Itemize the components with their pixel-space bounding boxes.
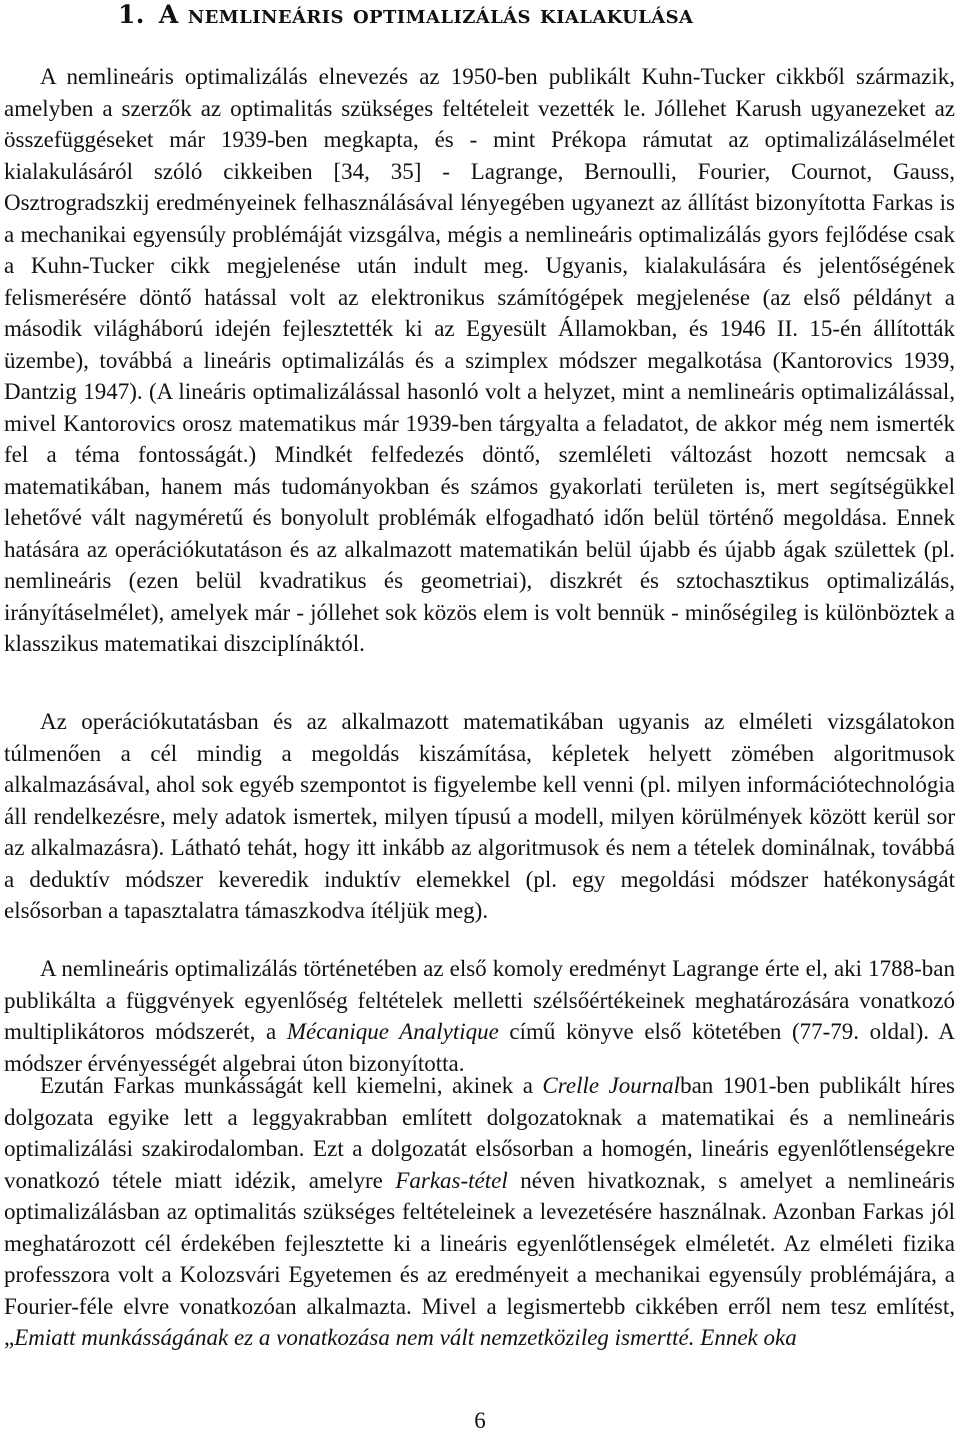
paragraph-text: ban 1901-ben publikált híres dolgozata egyike lett a leggyakrabban említett dolgozatoknak a matematikai és a nemlineáris optimalizálási szakirodalomban. Ezt a dolgozatát elsősorban a homogén, lineáris egyenlőtlenségekre vonatkozó tétele miatt idézik, amelyre [4, 1073, 956, 1193]
page-number: 6 [474, 1408, 486, 1433]
quotation: Emiatt munkásságának ez a vonatkozása nem vált nemzetközileg ismertté. Ennek oka [14, 1325, 797, 1350]
paragraph-text: Ezután Farkas munkásságát kell kiemelni, akinek a [40, 1073, 543, 1098]
paragraph-text: néven hivatkoznak, s amelyet a nemlineáris optimalizálásban az optimalitás szükséges feltételeinek a levezetésére használnak. Azonban Farkas jól meghatározott cél érdekében fejlesztette ki a lineáris egyenlőtlenségek elméletét. Az elméleti fizika professzora volt a Kolozsvári Egyetemen és az eredményeit a mechanikai egyensúly problémájára, a Fourier-féle elvre vonatkozóan alkalmazta. Mivel a legismertebb cikkében erről nem tesz említést, „ [4, 1167, 955, 1350]
paragraph-operations-research: Az operációkutatásban és az alkalmazott matematikában ugyanis az elméleti vizsgálatokon túlmenően a cél mindig a megoldás kiszámítása, képletek helyett zömében algoritmusok alkalmazásával, ahol sok egyéb szempontot is figyelembe kell venni (pl. milyen információtechnológia áll rendelkezésre, mely adatok ismertek, milyen típusú a modell, milyen körülmények között kerül sor az alkalmazásra). Látható tehát, hogy itt inkább az algoritmusok és nem a tételek dominálnak, továbbá a deduktív módszer keveredik induktív elemekkel (pl. egy megoldási módszer hatékonyságát elsősorban a tapasztalatra támaszkodva ítéljük meg). [4, 709, 955, 923]
paragraph-lagrange [4, 953, 955, 1079]
book-title: Mécanique Analytique [286, 1019, 499, 1044]
theorem-name: Farkas-tétel [395, 1167, 508, 1193]
section-number: 1. [118, 0, 145, 29]
paragraph-text: A nemlineáris optimalizálás történetében az első komoly eredményt Lagrange érte el, aki 1788-ban publikálta a függvények egyenlőség feltételek melletti szélsőértékeinek meghatározására vonatkozó multiplikátoros módszerét, a [4, 956, 955, 1044]
paragraph-history-origin: A nemlineáris optimalizálás elnevezés az 1950-ben publikált Kuhn-Tucker cikkből származik, amelyben a szerzők az optimalitás szükséges feltételeit vezették le. Jóllehet Karush ugyanezeket az összefüggéseket már 1939-ben megkapta, és - mint Prékopa rámutat az optimalizáláselmélet kialakulásáról szóló cikkeiben [34, 35] - Lagrange, Bernoulli, Fourier, Cournot, Gauss, Osztrogradszkij eredményeinek felhasználásával lényegében ugyanezt az állítást bizonyította Farkas is a mechanikai egyensúly problémáját vizsgálva, mégis a nemlineáris optimalizálás gyors fejlődése csak a Kuhn-Tucker cikk megjelenése után indult meg. Ugyanis, kialakulására és jelentőségének felismerésére döntő hatással volt az elektronikus számítógépek megjelenése (az első példányt a második világháború idején fejlesztették ki az Egyesült Államokban, és 1946 II. 15-én állították üzembe), továbbá a lineáris optimalizálás és a szimplex módszer megalkotása (Kantorovics 1939, Dantzig 1947). (A lineáris optimalizálással hasonló volt a helyzet, mint a nemlineáris optimalizálással, mivel Kantorovics orosz matematikus már 1939-ben tárgyalta a feladatot, de akkor még nem ismerték fel a téma fontosságát.) Mindkét felfedezés döntő, szemléleti változást hozott nemcsak a matematikában, hanem más tudományokban és számos gyakorlati területen is, mert segítségükkel lehetővé vált nagyméretű és bonyolult problémák elfogadható időn belül történő megoldása. Ennek hatására az operációkutatáson és az alkalmazott matematikán belül újabb és újabb ágak születtek (pl. nemlineáris (ezen belül kvadratikus és geometriai), diszkrét és sztochasztikus optimalizálás, irányításelmélet), amelyek már - jóllehet sok közös elem is volt bennük - minőségileg is különböztek a klasszikus matematikai diszciplínáktól. [4, 64, 955, 656]
paragraph-farkas [4, 1070, 955, 1354]
section-heading [118, 0, 960, 30]
journal-title: Crelle Journal [542, 1073, 681, 1098]
paragraph-text: című könyve első kötetében (77-79. oldal). A módszer érvényességét algebrai úton bizonyította. [4, 1019, 955, 1076]
section-title: A nemlineáris optimalizálás kialakulása [158, 0, 694, 29]
